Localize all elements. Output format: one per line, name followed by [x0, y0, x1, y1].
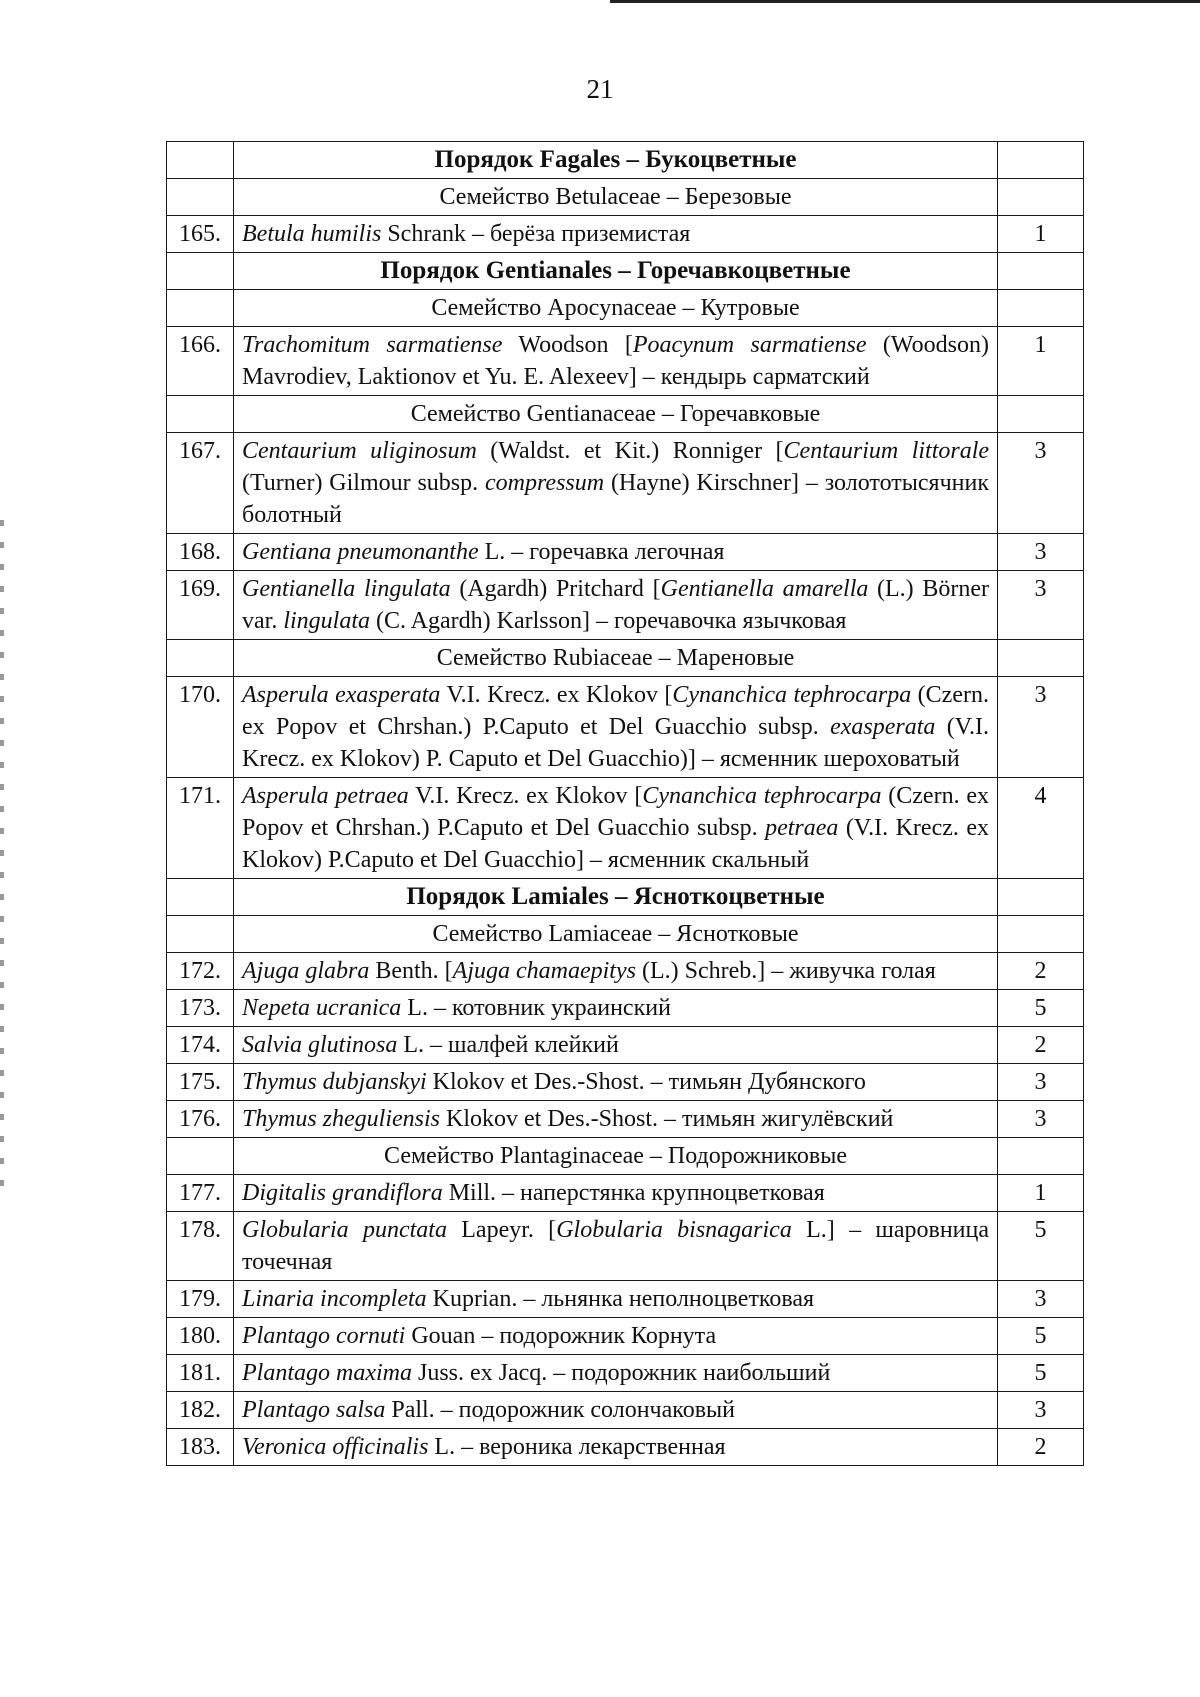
order-heading: Порядок Fagales – Букоцветные — [234, 142, 998, 179]
species-number: 183. — [167, 1429, 234, 1466]
rarity-category: 4 — [998, 778, 1084, 879]
number-cell — [167, 640, 234, 677]
species-row — [167, 1281, 1084, 1318]
latin-name: Veronica officinalis — [242, 1434, 429, 1460]
order-heading: Порядок Gentianales – Горечавкоцветные — [234, 253, 998, 290]
name-text: Kuprian. – льнянка неполноцветковая — [426, 1286, 815, 1312]
name-text: Woodson [ — [502, 332, 633, 358]
species-row — [167, 778, 1084, 879]
family-heading: Семейство Plantaginaceae – Подорожниковые — [234, 1138, 998, 1175]
family-heading: Семейство Lamiaceae – Яснотковые — [234, 916, 998, 953]
number-cell — [167, 179, 234, 216]
name-text: (Czern. ex Popov et Chrshan.) P.Caputo et Del Guacchio subsp. — [242, 682, 989, 740]
species-name — [234, 1281, 998, 1318]
number-cell — [167, 879, 234, 916]
species-number: 181. — [167, 1355, 234, 1392]
species-number: 165. — [167, 216, 234, 253]
species-number: 173. — [167, 990, 234, 1027]
rarity-category: 1 — [998, 1175, 1084, 1212]
category-cell — [998, 1138, 1084, 1175]
species-name — [234, 1355, 998, 1392]
category-cell — [998, 142, 1084, 179]
species-row — [167, 571, 1084, 640]
rarity-category: 5 — [998, 1212, 1084, 1281]
species-table — [166, 141, 1084, 1466]
latin-name: Gentiana pneumonanthe — [242, 539, 479, 565]
rarity-category: 5 — [998, 1355, 1084, 1392]
rarity-category: 5 — [998, 1318, 1084, 1355]
species-number: 166. — [167, 327, 234, 396]
rarity-category: 2 — [998, 1027, 1084, 1064]
species-table-body — [167, 142, 1084, 1466]
species-row — [167, 1027, 1084, 1064]
latin-name: Globularia punctata — [242, 1217, 447, 1243]
species-row — [167, 677, 1084, 778]
species-name — [234, 1212, 998, 1281]
species-row — [167, 1355, 1084, 1392]
category-cell — [998, 253, 1084, 290]
number-cell — [167, 253, 234, 290]
name-text: (Turner) Gilmour subsp. — [242, 470, 485, 496]
species-row — [167, 327, 1084, 396]
order-row — [167, 879, 1084, 916]
name-text: Benth. [ — [369, 958, 453, 984]
latin-name: Centaurium uliginosum — [242, 438, 477, 464]
order-row — [167, 253, 1084, 290]
name-text: Schrank – берёза приземистая — [381, 221, 691, 247]
number-cell — [167, 916, 234, 953]
species-row — [167, 1429, 1084, 1466]
latin-name: Gentianella lingulata — [242, 576, 451, 602]
latin-name: Trachomitum sarmatiense — [242, 332, 503, 358]
species-name — [234, 1175, 998, 1212]
name-text: (L.) Schreb.] – живучка голая — [635, 958, 936, 984]
name-text: (L.) Börner var. — [242, 576, 989, 634]
species-number: 170. — [167, 677, 234, 778]
name-text: Juss. ex Jacq. – подорожник наибольший — [411, 1360, 831, 1386]
category-cell — [998, 640, 1084, 677]
species-number: 171. — [167, 778, 234, 879]
species-row — [167, 1101, 1084, 1138]
category-cell — [998, 290, 1084, 327]
name-text: Klokov et Des.-Shost. – тимьян Дубянского — [426, 1069, 866, 1095]
order-row — [167, 142, 1084, 179]
page-number: 21 — [586, 74, 614, 104]
name-text: (V.I. Krecz. ex Klokov) P. Caputo et Del Guacchio)] – ясменник шероховатый — [242, 714, 989, 772]
species-name — [234, 1027, 998, 1064]
category-cell — [998, 179, 1084, 216]
number-cell — [167, 142, 234, 179]
name-text: Mill. – наперстянка крупноцветковая — [442, 1180, 825, 1206]
latin-name: Digitalis grandiflora — [242, 1180, 443, 1206]
species-row — [167, 216, 1084, 253]
latin-name: Thymus dubjanskyi — [242, 1069, 427, 1095]
species-row — [167, 990, 1084, 1027]
family-row — [167, 640, 1084, 677]
rarity-category: 3 — [998, 1392, 1084, 1429]
name-text: L. – вероника лекарственная — [428, 1434, 726, 1460]
species-name — [234, 327, 998, 396]
species-row — [167, 1064, 1084, 1101]
latin-name: lingulata — [283, 608, 370, 634]
name-text: V.I. Krecz. ex Klokov [ — [408, 783, 643, 809]
species-name — [234, 1318, 998, 1355]
latin-name: Ajuga glabra — [242, 958, 370, 984]
species-row — [167, 433, 1084, 534]
number-cell — [167, 396, 234, 433]
number-cell — [167, 290, 234, 327]
rarity-category: 3 — [998, 534, 1084, 571]
rarity-category: 2 — [998, 953, 1084, 990]
latin-name: Plantago maxima — [242, 1360, 412, 1386]
species-name — [234, 571, 998, 640]
number-cell — [167, 1138, 234, 1175]
species-row — [167, 953, 1084, 990]
species-number: 172. — [167, 953, 234, 990]
species-number: 167. — [167, 433, 234, 534]
latin-name: Plantago cornuti — [242, 1323, 406, 1349]
rarity-category: 1 — [998, 327, 1084, 396]
latin-name: Nepeta ucranica — [242, 995, 402, 1021]
name-text: L. – шалфей клейкий — [397, 1032, 619, 1058]
latin-name: Asperula exasperata — [242, 682, 441, 708]
latin-name: petraea — [765, 815, 839, 841]
latin-name: Cynanchica tephrocarpa — [672, 682, 912, 708]
species-name — [234, 433, 998, 534]
top-rule — [610, 0, 1200, 3]
species-number: 176. — [167, 1101, 234, 1138]
species-number: 175. — [167, 1064, 234, 1101]
latin-name: Globularia bisnagarica — [556, 1217, 792, 1243]
latin-name: Plantago salsa — [242, 1397, 386, 1423]
latin-name: Centaurium littorale — [783, 438, 990, 464]
species-number: 169. — [167, 571, 234, 640]
species-number: 168. — [167, 534, 234, 571]
species-number: 180. — [167, 1318, 234, 1355]
family-row — [167, 179, 1084, 216]
rarity-category: 3 — [998, 1064, 1084, 1101]
species-number: 177. — [167, 1175, 234, 1212]
latin-name: Salvia glutinosa — [242, 1032, 398, 1058]
rarity-category: 3 — [998, 433, 1084, 534]
latin-name: Betula humilis — [242, 221, 382, 247]
latin-name: Poacynum sarmatiense — [632, 332, 867, 358]
family-row — [167, 290, 1084, 327]
species-name — [234, 953, 998, 990]
species-row — [167, 1212, 1084, 1281]
category-cell — [998, 396, 1084, 433]
species-name — [234, 990, 998, 1027]
species-number: 174. — [167, 1027, 234, 1064]
rarity-category: 3 — [998, 677, 1084, 778]
name-text: (Czern. ex Popov et Chrshan.) P.Caputo et Del Guacchio subsp. — [242, 783, 989, 841]
name-text: Gouan – подорожник Корнута — [405, 1323, 717, 1349]
species-name — [234, 1101, 998, 1138]
species-name — [234, 1392, 998, 1429]
order-heading: Порядок Lamiales – Ясноткоцветные — [234, 879, 998, 916]
species-name — [234, 1429, 998, 1466]
latin-name: Asperula petraea — [242, 783, 409, 809]
name-text: Lapeyr. [ — [446, 1217, 557, 1243]
family-heading: Семейство Betulaceae – Березовые — [234, 179, 998, 216]
rarity-category: 1 — [998, 216, 1084, 253]
name-text: (Agardh) Pritchard [ — [450, 576, 661, 602]
name-text: L. – горечавка легочная — [478, 539, 725, 565]
rarity-category: 5 — [998, 990, 1084, 1027]
family-row — [167, 396, 1084, 433]
name-text: L. – котовник украинский — [401, 995, 671, 1021]
name-text: Pall. – подорожник солончаковый — [385, 1397, 735, 1423]
name-text: (C. Agardh) Karlsson] – горечавочка язычковая — [370, 608, 847, 634]
species-name — [234, 778, 998, 879]
name-text: (Woodson) Mavrodiev, Laktionov et Yu. E. Alexeev] – кендырь сарматский — [242, 332, 989, 390]
latin-name: Ajuga chamaepitys — [452, 958, 636, 984]
species-number: 179. — [167, 1281, 234, 1318]
species-row — [167, 534, 1084, 571]
rarity-category: 3 — [998, 1281, 1084, 1318]
latin-name: Cynanchica tephrocarpa — [642, 783, 882, 809]
latin-name: Gentianella amarella — [660, 576, 869, 602]
rarity-category: 2 — [998, 1429, 1084, 1466]
name-text: L.] – шаровница точечная — [242, 1217, 990, 1275]
name-text: (Hayne) Kirschner] – золототысячник болотный — [242, 470, 989, 528]
category-cell — [998, 879, 1084, 916]
family-heading: Семейство Apocynaceae – Кутровые — [234, 290, 998, 327]
category-cell — [998, 916, 1084, 953]
species-name — [234, 677, 998, 778]
latin-name: Thymus zheguliensis — [242, 1106, 440, 1132]
species-row — [167, 1318, 1084, 1355]
rarity-category: 3 — [998, 1101, 1084, 1138]
species-name — [234, 216, 998, 253]
species-row — [167, 1175, 1084, 1212]
name-text: (V.I. Krecz. ex Klokov) P.Caputo et Del Guacchio] – ясменник скальный — [242, 815, 990, 873]
name-text: (Waldst. et Kit.) Ronniger [ — [476, 438, 784, 464]
rarity-category: 3 — [998, 571, 1084, 640]
scan-edge-marks — [0, 520, 4, 1200]
family-heading: Семейство Gentianaceae – Горечавковые — [234, 396, 998, 433]
species-number: 182. — [167, 1392, 234, 1429]
species-row — [167, 1392, 1084, 1429]
family-row — [167, 1138, 1084, 1175]
name-text: Klokov et Des.-Shost. – тимьян жигулёвский — [440, 1106, 894, 1132]
latin-name: compressum — [484, 470, 605, 496]
name-text: V.I. Krecz. ex Klokov [ — [440, 682, 673, 708]
species-name — [234, 534, 998, 571]
family-heading: Семейство Rubiaceae – Мареновые — [234, 640, 998, 677]
family-row — [167, 916, 1084, 953]
latin-name: exasperata — [830, 714, 936, 740]
latin-name: Linaria incompleta — [242, 1286, 427, 1312]
species-name — [234, 1064, 998, 1101]
species-number: 178. — [167, 1212, 234, 1281]
